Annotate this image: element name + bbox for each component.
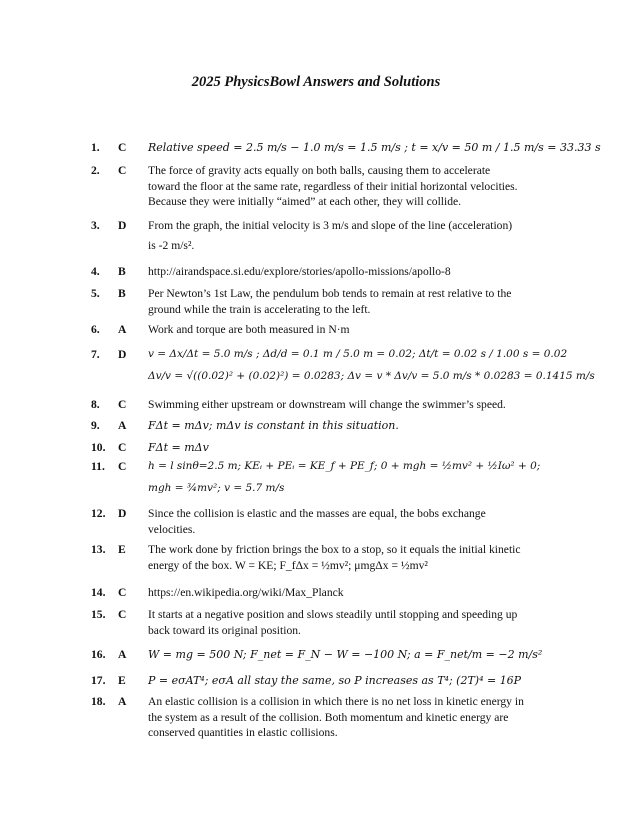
solution-line: W = mg = 500 N; F_net = F_N − W = −100 N; a = F_net/m = −2 m/s² bbox=[148, 648, 543, 661]
item-solution bbox=[148, 506, 560, 537]
item-answer: C bbox=[118, 141, 127, 154]
solution-line: toward the floor at the same rate, regardless of their initial horizontal velocities. bbox=[148, 179, 518, 193]
item-number: 18. bbox=[91, 695, 106, 708]
item-number: 4. bbox=[91, 265, 100, 278]
solution-line: Because they were initially “aimed” at each other, they will collide. bbox=[148, 195, 462, 208]
item-solution bbox=[148, 140, 601, 156]
item-number: 11. bbox=[91, 460, 105, 473]
solution-line: P = eσAT⁴; eσA all stay the same, so P increases as T⁴; (2T)⁴ = 16P bbox=[148, 674, 522, 687]
item-solution bbox=[148, 647, 560, 663]
solution-line: Relative speed = 2.5 m/s − 1.0 m/s = 1.5 m/s ; t = x/v = 50 m / 1.5 m/s = 33.33 s bbox=[148, 141, 601, 154]
item-number: 1. bbox=[91, 141, 100, 154]
item-answer: A bbox=[118, 648, 127, 661]
item-solution bbox=[148, 459, 560, 496]
solution-line: From the graph, the initial velocity is 3 m/s and slope of the line (acceleration) bbox=[148, 219, 513, 232]
item-solution bbox=[148, 286, 560, 317]
solution-line: back toward its original position. bbox=[148, 623, 301, 637]
solution-line: Δv/v = √((0.02)² + (0.02)²) = 0.0283; Δv = v * Δv/v = 5.0 m/s * 0.0283 = 0.1415 m/s bbox=[148, 369, 595, 382]
solution-line: It starts at a negative position and slows steadily until stopping and speeding up bbox=[148, 608, 518, 621]
item-number: 14. bbox=[91, 586, 106, 599]
item-answer: C bbox=[118, 608, 127, 621]
solution-line: velocities. bbox=[148, 522, 196, 536]
solution-line: conserved quantities in elastic collisions. bbox=[148, 726, 338, 739]
item-number: 13. bbox=[91, 543, 106, 556]
item-answer: C bbox=[118, 460, 127, 473]
item-answer: D bbox=[118, 219, 127, 232]
item-answer: B bbox=[118, 265, 126, 278]
item-number: 10. bbox=[91, 441, 106, 454]
item-number: 5. bbox=[91, 287, 100, 300]
solution-line: Since the collision is elastic and the masses are equal, the bobs exchange bbox=[148, 507, 486, 520]
solution-link[interactable]: https://en.wikipedia.org/wiki/Max_Planck bbox=[148, 586, 344, 599]
item-solution bbox=[148, 264, 560, 280]
item-number: 7. bbox=[91, 348, 100, 361]
solution-line: ground while the train is accelerating to the left. bbox=[148, 302, 371, 316]
solution-line: The work done by friction brings the box to a stop, so it equals the initial kinetic bbox=[148, 543, 521, 556]
solution-line: mgh = ¾mv²; v = 5.7 m/s bbox=[148, 481, 285, 494]
item-number: 9. bbox=[91, 419, 100, 432]
solution-line: An elastic collision is a collision in which there is no net loss in kinetic energy in bbox=[148, 695, 524, 708]
item-answer: C bbox=[118, 398, 127, 411]
solution-line: FΔt = mΔv; mΔv is constant in this situation. bbox=[148, 419, 399, 432]
item-solution bbox=[148, 542, 560, 573]
item-number: 6. bbox=[91, 323, 100, 336]
item-number: 8. bbox=[91, 398, 100, 411]
item-answer: A bbox=[118, 695, 127, 708]
item-number: 17. bbox=[91, 674, 106, 687]
solution-line: h = l sinθ=2.5 m; KEᵢ + PEᵢ = KE_f + PE_f; 0 + mgh = ½mv² + ½Iω² + 0; bbox=[148, 460, 541, 472]
solution-line: The force of gravity acts equally on both balls, causing them to accelerate bbox=[148, 164, 491, 177]
item-number: 15. bbox=[91, 608, 106, 621]
item-answer: E bbox=[118, 543, 126, 556]
solution-line: energy of the box. W = KE; F_fΔx = ½mv²; μmgΔx = ½mv² bbox=[148, 558, 428, 572]
item-answer: B bbox=[118, 287, 126, 300]
solution-line: the system as a result of the collision. Both momentum and kinetic energy are bbox=[148, 710, 509, 724]
item-solution bbox=[148, 440, 560, 456]
item-solution bbox=[148, 673, 560, 689]
solution-line: FΔt = mΔv bbox=[148, 441, 209, 454]
item-answer: E bbox=[118, 674, 126, 687]
item-solution bbox=[148, 694, 560, 741]
item-solution bbox=[148, 163, 560, 210]
item-solution bbox=[148, 218, 560, 253]
item-number: 12. bbox=[91, 507, 106, 520]
solution-line: Work and torque are both measured in N·m bbox=[148, 323, 350, 336]
item-answer: A bbox=[118, 419, 127, 432]
item-solution bbox=[148, 397, 560, 413]
item-solution bbox=[148, 585, 560, 601]
item-solution bbox=[148, 322, 560, 338]
page-title: 2025 PhysicsBowl Answers and Solutions bbox=[191, 74, 441, 90]
item-number: 16. bbox=[91, 648, 106, 661]
item-answer: D bbox=[118, 348, 127, 361]
item-solution bbox=[148, 347, 595, 384]
item-answer: C bbox=[118, 164, 127, 177]
solution-link[interactable]: http://airandspace.si.edu/explore/stories/apollo-missions/apollo-8 bbox=[148, 265, 451, 278]
item-solution bbox=[148, 418, 560, 434]
item-answer: C bbox=[118, 586, 127, 599]
item-number: 2. bbox=[91, 164, 100, 177]
solution-line: v = Δx/Δt = 5.0 m/s ; Δd/d = 0.1 m / 5.0 m = 0.02; Δt/t = 0.02 s / 1.00 s = 0.02 bbox=[148, 348, 568, 360]
solution-line: Per Newton’s 1st Law, the pendulum bob tends to remain at rest relative to the bbox=[148, 287, 512, 300]
item-solution bbox=[148, 607, 560, 638]
solution-line: Swimming either upstream or downstream will change the swimmer’s speed. bbox=[148, 398, 506, 411]
item-number: 3. bbox=[91, 219, 100, 232]
item-answer: A bbox=[118, 323, 127, 336]
solution-line: is -2 m/s². bbox=[148, 238, 195, 252]
item-answer: D bbox=[118, 507, 127, 520]
item-answer: C bbox=[118, 441, 127, 454]
